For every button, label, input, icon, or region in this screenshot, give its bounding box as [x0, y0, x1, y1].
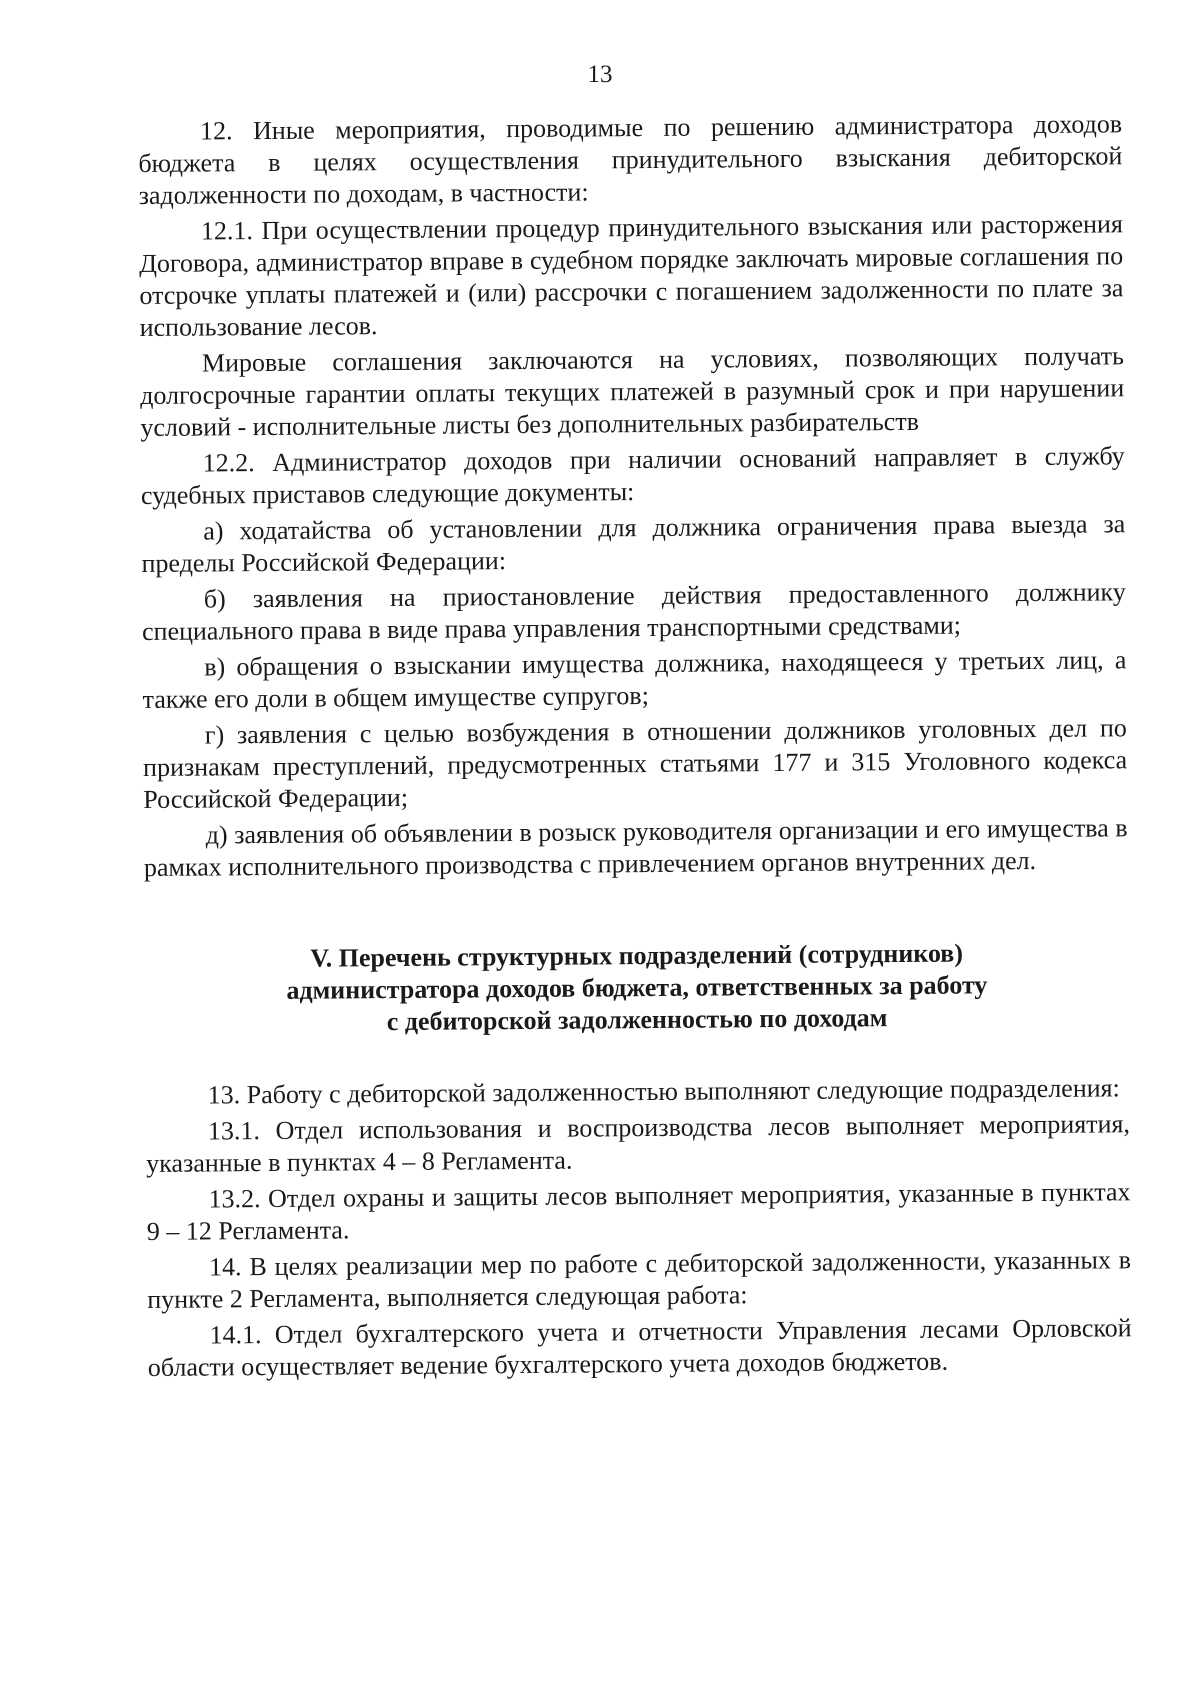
paragraph-14-1: 14.1. Отдел бухгалтерского учета и отчетности Управления лесами Орловской области осуществляет ведение бухгалтерского учета доходов бюджетов. [147, 1313, 1132, 1382]
list-item-b: б) заявления на приостановление действия предоставленного должнику специального права в виде права управления транспортными средствами; [141, 577, 1126, 646]
paragraph-12-2: 12.2. Администратор доходов при наличии оснований направляет в службу судебных приставов следующие документы: [140, 441, 1125, 510]
section-heading-line-2: администратора доходов бюджета, ответственных за работу [286, 970, 988, 1005]
page-number: 13 [587, 61, 613, 88]
document-body [138, 108, 1132, 1384]
list-item-v: в) обращения о взыскании имущества должника, находящееся у третьих лиц, а также его доли в общем имуществе супругов; [142, 645, 1127, 714]
paragraph-13: 13. Работу с дебиторской задолженностью выполняют следующие подразделения: [207, 1073, 1120, 1110]
section-heading-line-3: с дебиторской задолженностью по доходам [386, 1003, 888, 1037]
list-item-g: г) заявления с целью возбуждения в отношении должников уголовных дел по признакам преступлений, предусмотренных статьями 177 и 315 Уголовного кодекса Российской Федерации; [143, 713, 1128, 814]
paragraph-12-1: 12.1. При осуществлении процедур принудительного взыскания или расторжения Договора, администратор вправе в судебном порядке заключать мировые соглашения по отсрочке уплаты платежей и (или) рассрочки с погашением задолженности по плате за использование лесов. [139, 209, 1124, 342]
section-heading-line-1: V. Перечень структурных подразделений (сотрудников) [310, 938, 964, 973]
list-item-d: д) заявления об объявлении в розыск руководителя организации и его имущества в рамках исполнительного производства с привлечением органов внутренних дел. [143, 813, 1128, 882]
paragraph-12: 12. Иные мероприятия, проводимые по решению администратора доходов бюджета в целях осуществления принудительного взыскания дебиторской задолженности по доходам, в частности: [138, 109, 1123, 210]
list-item-a: а) ходатайства об установлении для должника ограничения права выезда за пределы Российской Федерации: [141, 509, 1126, 578]
section-heading [145, 936, 1130, 1040]
paragraph-14: 14. В целях реализации мер по работе с дебиторской задолженности, указанных в пункте 2 Регламента, выполняется следующая работа: [147, 1245, 1132, 1314]
paragraph-13-2: 13.2. Отдел охраны и защиты лесов выполняет мероприятия, указанные в пунктах 9 – 12 Регламента. [146, 1177, 1131, 1246]
paragraph-settlement-terms: Мировые соглашения заключаются на условиях, позволяющих получать долгосрочные гарантии оплаты текущих платежей в разумный срок и при нарушении условий - исполнительные листы без дополнительных разбирательств [140, 341, 1125, 442]
paragraph-13-1: 13.1. Отдел использования и воспроизводства лесов выполняет мероприятия, указанные в пунктах 4 – 8 Регламента. [146, 1109, 1131, 1178]
